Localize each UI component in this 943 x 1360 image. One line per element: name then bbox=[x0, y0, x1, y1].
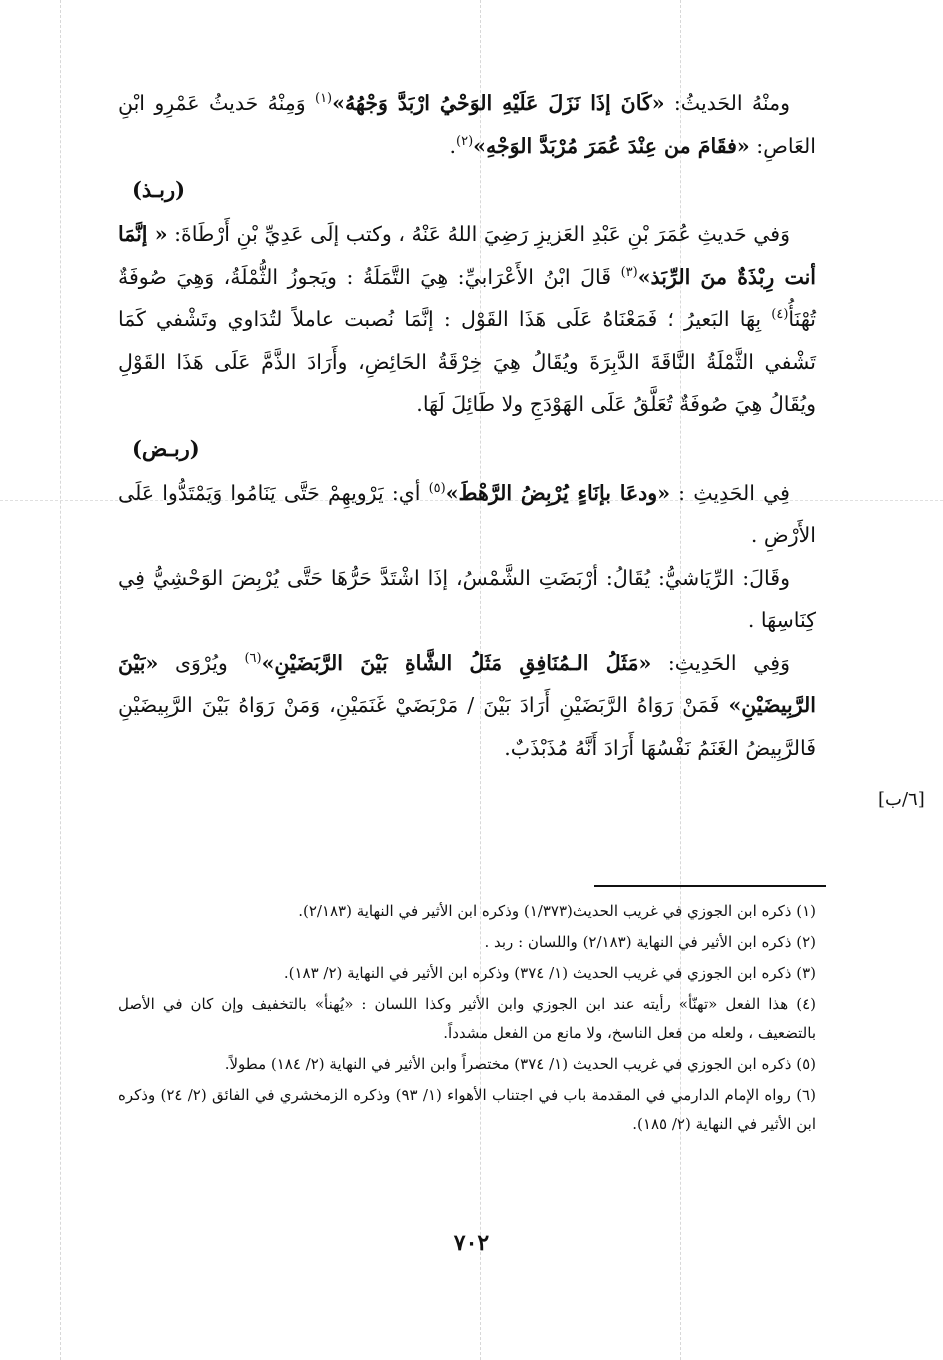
footnote-separator bbox=[594, 885, 826, 887]
scan-guide-line bbox=[60, 0, 61, 1360]
hadith-quote: « إنَّمَا أنت رِبْذَةٌ منَ الرِّبَذ» bbox=[118, 222, 816, 289]
paragraph-rbd-hadith: فِي الحَدِيثِ : «ودعَا بإنَاءٍ يُرْبِضُ الرَّهْطَ»$^{(٥)}$ أي: يَرْويهِمْ حَتَّى يَنَامُوا وَيَمْتَدُّوا عَلَى الأَرْضِ . bbox=[118, 480, 816, 547]
hadith-quote: «بَيْنَ الرَّبِيضَيْنِ» bbox=[118, 650, 816, 717]
footnote: (٣) ذكره ابن الجوزي في غريب الحديث (١/ ٣٧٤) وذكره ابن الأثير في النهاية (٢/ ١٨٣). bbox=[283, 964, 816, 982]
entry-heading-rbd: (ربـض) bbox=[132, 435, 200, 461]
paragraph-munafiq: وَفِي الحَدِيثِ: «مَثَلُ الـمُنَافِقِ مَثَلُ الشَّاةِ بَيْنَ الرَّبَضَيْنِ»$^{(٦)}$ ويُرْوَى «بَيْنَ الرَّبِيضَيْنِ» فَمَنْ رَوَاهُ الرَّبَضَيْنِ أَرَادَ بَيْنَ / مَرْبَضَيْ غَنَمَيْنِ، وَمَنْ رَوَاهُ بَيْنَ الرَّبِيضَيْنِ فَالرَّبِيضُ الغَنَمُ نَفْسُهَا أَرَادَ أَنَّهُ مُذَبْذَبٌ. bbox=[118, 650, 816, 760]
footnote-ref: (٢) bbox=[456, 133, 474, 149]
hadith-quote: «فقَامَ من عِنْدَ عُمَرَ مُرْبَدَّ الوَجْهِ» bbox=[473, 133, 750, 158]
paragraph-rbd: ومنْهُ الحَديثُ: «كَانَ إذَا نَزَلَ عَلَيْهِ الوَحْيُ ارْبَدَّ وَجْهُهُ»$^{(١)}$ وَمِنْهُ حَديثُ عَمْرِو ابْنِ العَاصِ: «فقَامَ من عِنْدَ عُمَرَ مُرْبَدَّ الوَجْهِ»$^{(٢)}$. bbox=[118, 91, 816, 158]
footnote: (٤) هذا الفعل «تهنّأ» رأيته عند ابن الجوزي وابن الأثير وكذا اللسان : «يُهنأ» بالتخفيف وإن كان في الأصل بالتضعيف ، ولعله من فعل الناسخ، ولا مانع من الفعل مشدداً. bbox=[118, 995, 816, 1042]
footnote: (٦) رواه الإمام الدارمي في المقدمة باب في اجتناب الأهواء (١/ ٩٣) وذكره الزمخشري في الفائق (٢/ ٢٤) وذكره ابن الأثير في النهاية (٢/ ١٨٥). bbox=[118, 1086, 816, 1133]
footnote: (٢) ذكره ابن الأثير في النهاية (٢/١٨٣) واللسان : ربد . bbox=[484, 933, 816, 951]
paragraph-riyashi: وقَالَ: الرِّيَاشيُّ: يُقَالُ: أرْبَضَتِ الشَّمْسُ، إذَا اشْتَدَّ حَرُّهَا حَتَّى يُرْبِضَ الوَحْشِيُّ فِي كِنَاسِهَا . bbox=[118, 565, 816, 632]
hadith-quote: «كَانَ إذَا نَزَلَ عَلَيْهِ الوَحْيُ ارْبَدَّ وَجْهُهُ» bbox=[332, 91, 665, 115]
paragraph-rbdh: وَفي حَديثِ عُمَرَ بْنِ عَبْدِ العَزيزِ رَضِيَ اللهُ عَنْهُ ، وكتب إلَى عَدِيِّ بْنِ أَرْطَاةَ: « إنَّمَا أنت رِبْذَةٌ منَ الرِّبَذ»$^{(٣)}$ قَالَ ابْنُ الأَعْرَابيِّ: هِيَ التَّمَلَةُ : ويَجوزُ الثُّمْلَةُ، وَهِيَ صُوفَةٌ تُهْنَأُ$^{(٤)}$ بِهَا البَعيرُ ؛ فَمَعْنَاهُ عَلَى هَذَا القَوْل : إنَّمَا نُصبت عاملاً لتُدَاوي وتَشْفي كَمَا تَشْفي الثَّمْلَةُ النَّاقَةَ الدَّبِرَةَ ويُقَالُ هِيَ خِرْقَةُ الحَائِضِ، وأَرَادَ الذَّمَّ عَلَى هَذَا القَوْلِ ويُقَالُ هِيَ صُوفَةٌ تُعَلَّقُ عَلَى الهَوْدَجِ ولا طَائِلَ لَهَا. bbox=[118, 222, 816, 416]
manuscript-folio-note: [٦/ب] bbox=[878, 789, 925, 810]
footnote-ref: (٥) bbox=[428, 480, 446, 496]
hadith-quote: «ودعَا بإنَاءٍ يُرْبِضُ الرَّهْطَ» bbox=[445, 480, 671, 505]
main-text bbox=[118, 82, 816, 769]
footnote-ref: (٤) bbox=[771, 307, 789, 323]
footnote-ref: (٦) bbox=[244, 650, 262, 666]
hadith-quote: «مَثَلُ الـمُنَافِقِ مَثَلُ الشَّاةِ بَيْنَ الرَّبَضَيْنِ» bbox=[261, 650, 652, 675]
footnote: (١) ذكره ابن الجوزي في غريب الحديث(١/٣٧٣) وذكره ابن الأثير في النهاية (٢/١٨٣). bbox=[298, 902, 816, 920]
entry-heading-rbdh: (ربـذ) bbox=[132, 177, 186, 202]
footnote-ref: (١) bbox=[314, 91, 333, 107]
page-number: ٧٠٢ bbox=[453, 1230, 490, 1256]
footnote-ref: (٣) bbox=[620, 264, 638, 280]
footnote: (٥) ذكره ابن الجوزي في غريب الحديث (١/ ٣٧٤) مختصراً وابن الأثير في النهاية (٢/ ١٨٤) مطولاً. bbox=[224, 1055, 816, 1073]
footnotes bbox=[118, 897, 816, 1141]
